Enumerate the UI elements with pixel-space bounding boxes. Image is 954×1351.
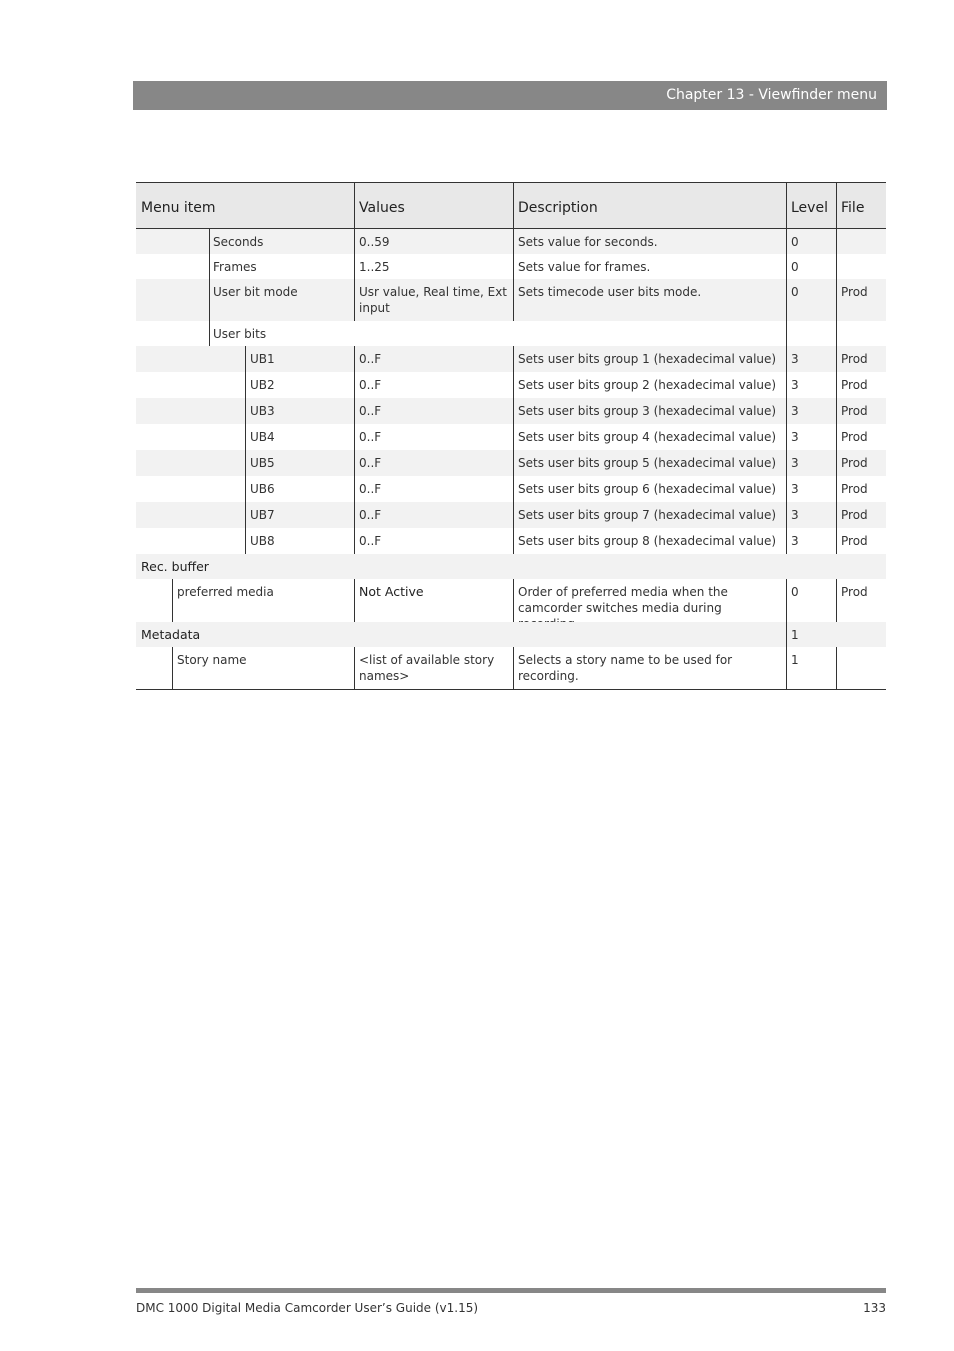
- table-row: Seconds 0..59 Sets value for seconds. 0: [136, 229, 886, 254]
- col-menu-item: Menu item: [141, 200, 216, 216]
- table-row: UB2 0..F Sets user bits group 2 (hexadecimal value) 3 Prod: [136, 372, 886, 398]
- table-header: [136, 183, 886, 229]
- table-row: preferred media Not Active Order of preferred media when the camcorder switches media during 0 Prod: [136, 579, 886, 622]
- menu-table: [136, 182, 886, 690]
- table-row: UB4 0..F Sets user bits group 4 (hexadecimal value) 3 Prod: [136, 424, 886, 450]
- table-row: Rec. buffer: [136, 554, 886, 579]
- footer-title: DMC 1000 Digital Media Camcorder User’s Guide (v1.15): [136, 1301, 479, 1315]
- table-row: UB7 0..F Sets user bits group 7 (hexadecimal value) 3 Prod: [136, 502, 886, 528]
- col-values: Values: [359, 200, 405, 216]
- col-description: Description: [518, 200, 598, 216]
- table-row: Story name <list of available story names> Selects a story name to be used for recording. 1: [136, 647, 886, 689]
- table-row: UB6 0..F Sets user bits group 6 (hexadecimal value) 3 Prod: [136, 476, 886, 502]
- table-row: Frames 1..25 Sets value for frames. 0: [136, 254, 886, 279]
- table-row: UB8 0..F Sets user bits group 8 (hexadecimal value) 3 Prod: [136, 528, 886, 554]
- table-row: Metadata 1: [136, 622, 886, 647]
- col-level: Level: [791, 200, 828, 216]
- footer-rule: [136, 1288, 886, 1293]
- col-file: File: [841, 200, 865, 216]
- chapter-header: Chapter 13 - Viewfinder menu: [133, 81, 887, 110]
- table-row: UB5 0..F Sets user bits group 5 (hexadecimal value) 3 Prod: [136, 450, 886, 476]
- table-row: UB1 0..F Sets user bits group 1 (hexadecimal value) 3 Prod: [136, 346, 886, 372]
- table-row: User bit mode Usr value, Real time, Ext input Sets timecode user bits mode. 0 Prod: [136, 279, 886, 321]
- page-number: 133: [863, 1301, 886, 1315]
- table-row: User bits: [136, 321, 886, 346]
- table-row: UB3 0..F Sets user bits group 3 (hexadecimal value) 3 Prod: [136, 398, 886, 424]
